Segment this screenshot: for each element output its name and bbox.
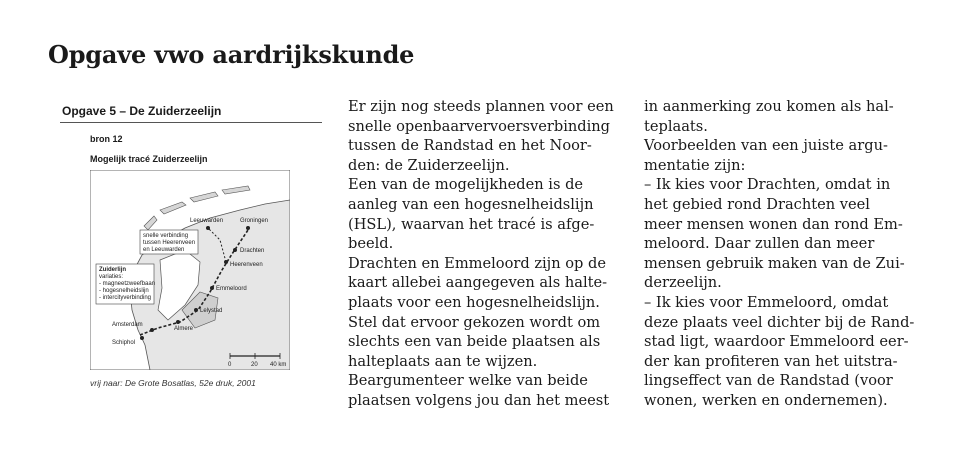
- label-schiphol: Schiphol: [112, 340, 136, 346]
- label-amsterdam: Amsterdam: [112, 322, 143, 328]
- city-amsterdam: [150, 328, 154, 332]
- body-line: plaats voor een hogesnelheidslijn.: [348, 293, 600, 311]
- body-line: halteplaats aan te wijzen.: [348, 352, 538, 370]
- body-line: – Ik kies voor Emmeloord, omdat: [644, 293, 889, 311]
- legend-fast-link-line2: tussen Heerenveen: [143, 240, 196, 246]
- body-line: meer mensen wonen dan rond Em-: [644, 215, 903, 233]
- city-emmeloord: [210, 286, 214, 290]
- body-line: plaatsen volgens jou dan het meest: [348, 391, 610, 409]
- body-line: Drachten en Emmeloord zijn op de: [348, 254, 606, 272]
- label-lelystad: Lelystad: [200, 308, 223, 314]
- body-line: kaart allebei aangegeven als halte-: [348, 274, 608, 292]
- scale-label-20: 20: [251, 362, 258, 368]
- text-column-1: [348, 97, 614, 411]
- city-leeuwarden: [206, 226, 210, 230]
- label-drachten: Drachten: [240, 248, 265, 254]
- label-almere: Almere: [174, 326, 194, 332]
- body-line: het gebied rond Drachten veel: [644, 195, 870, 213]
- body-line: wonen, werken en ondernemen).: [644, 391, 888, 409]
- label-heerenveen: Heerenveen: [230, 262, 263, 268]
- body-line: Beargumenteer welke van beide: [348, 372, 588, 390]
- body-line: lingseffect van de Randstad (voor: [644, 372, 893, 390]
- body-line: Stel dat ervoor gekozen wordt om: [348, 313, 601, 331]
- legend-zuiderlijn-line1: variaties:: [99, 274, 124, 280]
- scale-label-40: 40 km: [270, 362, 287, 368]
- label-groningen: Groningen: [240, 218, 269, 224]
- body-line: mensen gebruik maken van de Zui-: [644, 254, 905, 272]
- body-line: in aanmerking zou komen als hal-: [644, 98, 894, 115]
- text-column-2: [644, 97, 914, 411]
- figure-source-number: bron 12: [90, 134, 123, 144]
- body-line: stad ligt, waardoor Emmeloord eer-: [644, 333, 909, 351]
- figure-credit: vrij naar: De Grote Bosatlas, 52e druk, 2001: [90, 378, 256, 388]
- city-heerenveen: [224, 260, 228, 264]
- body-line: derzeelijn.: [644, 274, 722, 292]
- body-line: meloord. Daar zullen dan meer: [644, 235, 875, 253]
- legend-fast-link-line3: en Leeuwarden: [143, 247, 185, 253]
- map-figure: [60, 98, 325, 398]
- page-title: Opgave vwo aardrijkskunde: [48, 40, 415, 69]
- body-line: snelle openbaarvervoersverbinding: [348, 117, 611, 135]
- scale-label-0: 0: [228, 362, 232, 368]
- body-line: den: de Zuiderzeelijn.: [348, 156, 510, 174]
- legend-zuiderlijn-line4: - intercityverbinding: [99, 295, 152, 301]
- body-line: teplaats.: [644, 117, 708, 135]
- body-line: Voorbeelden van een juiste argu-: [644, 137, 888, 155]
- legend-fast-link-line1: snelle verbinding: [143, 233, 189, 239]
- body-line: aanleg van een hogesnelheidslijn: [348, 195, 594, 213]
- body-line: Er zijn nog steeds plannen voor een: [348, 98, 614, 115]
- legend-zuiderlijn-line2: - magneetzweefbaan: [99, 281, 156, 287]
- body-line: – Ik kies voor Drachten, omdat in: [644, 176, 891, 194]
- legend-zuiderlijn-title: Zuiderlijn: [99, 267, 126, 273]
- city-lelystad: [194, 308, 198, 312]
- body-line: deze plaats veel dichter bij de Rand-: [644, 313, 915, 331]
- zuiderzeelijn-map: [90, 170, 290, 370]
- body-line: mentatie zijn:: [644, 156, 746, 174]
- body-line: Een van de mogelijkheden is de: [348, 176, 584, 194]
- city-groningen: [246, 226, 250, 230]
- body-line: beeld.: [348, 235, 394, 253]
- body-line: tussen de Randstad en het Noor-: [348, 137, 592, 155]
- body-line: der kan profiteren van het uitstra-: [644, 352, 898, 370]
- figure-divider: [60, 122, 322, 123]
- figure-subtitle: Mogelijk tracé Zuiderzeelijn: [90, 154, 208, 164]
- body-line: slechts een van beide plaatsen als: [348, 333, 601, 351]
- city-almere: [176, 320, 180, 324]
- label-leeuwarden: Leeuwarden: [190, 218, 224, 224]
- label-emmeloord: Emmeloord: [216, 286, 247, 292]
- legend-zuiderlijn-line3: - hogesnelheidslijn: [99, 288, 149, 294]
- figure-heading: Opgave 5 – De Zuiderzeelijn: [62, 104, 222, 118]
- city-schiphol: [140, 336, 144, 340]
- city-drachten: [233, 248, 237, 252]
- body-line: (HSL), waarvan het tracé is afge-: [348, 215, 595, 233]
